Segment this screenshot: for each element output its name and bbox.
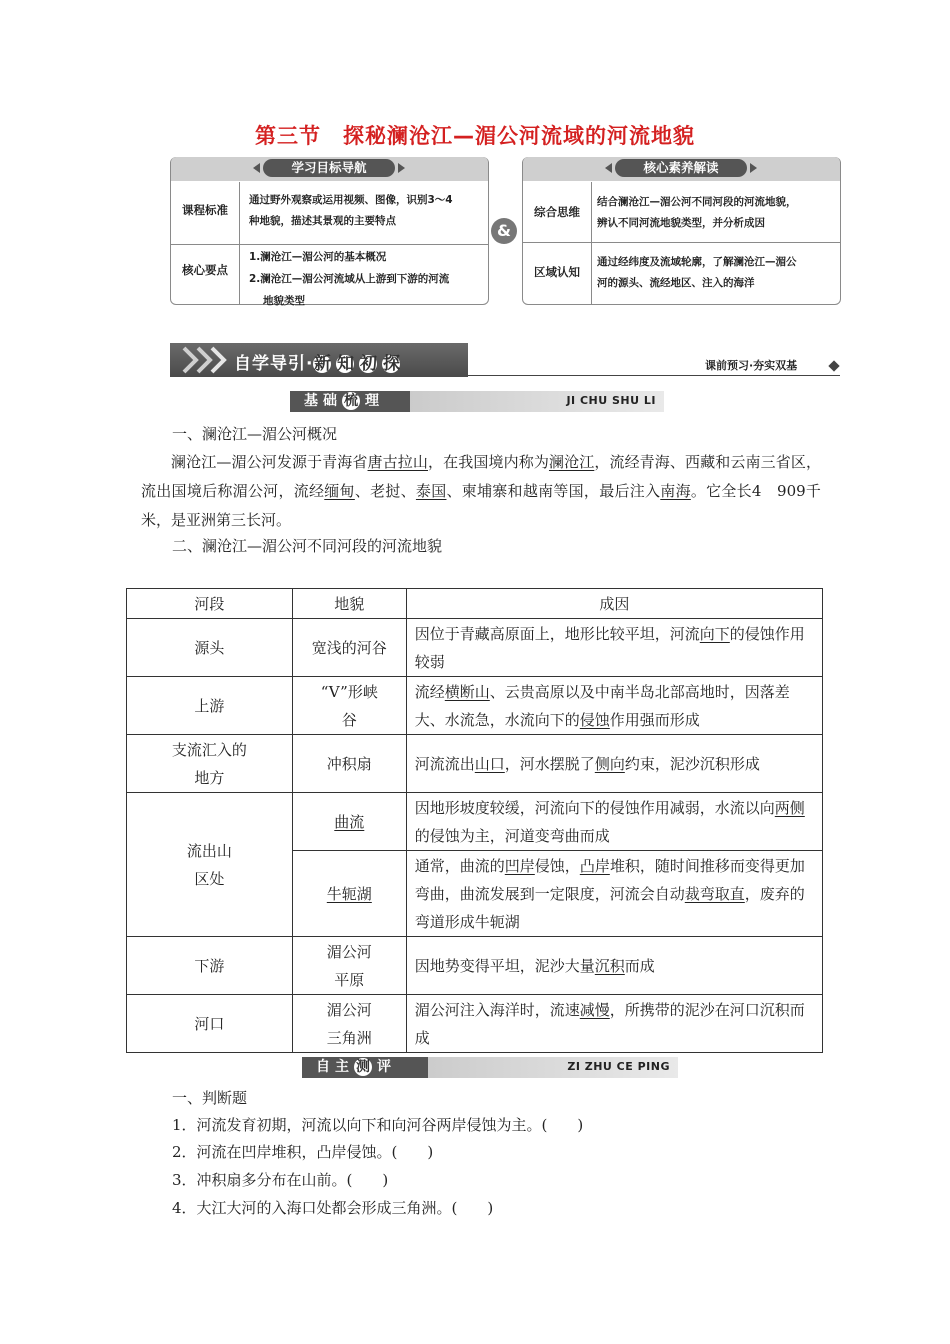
table-cell (292, 995, 406, 1053)
text-run: 湄公河注入海洋时，流速 (414, 1000, 580, 1019)
overview-paragraph (141, 448, 821, 535)
table-cell (406, 937, 822, 995)
circled-char: 初 (359, 354, 377, 374)
assessment-char: 自主 (316, 1059, 354, 1075)
learning-goals-pill (263, 159, 395, 177)
diamond-icon (828, 360, 839, 371)
left-arrow-icon (253, 163, 260, 173)
basics-char: 基 (304, 393, 323, 409)
row-label-core-points: 核心要点 (182, 263, 228, 277)
text-run: 的侵蚀为主，河道变弯曲而成 (414, 826, 610, 845)
answer-blank: 两侧 (774, 798, 805, 817)
circled-char: 探 (382, 354, 400, 374)
chevron-right-icon (180, 346, 228, 374)
text-run: 支流汇入的地方 (171, 740, 247, 787)
row-text-thinking (597, 192, 797, 234)
table-cell (406, 995, 822, 1053)
answer-blank: 沉积 (594, 956, 625, 975)
table-cell (292, 793, 406, 851)
answer-blank: 凹岸 (504, 856, 535, 875)
text-run: ，流经青海、西藏和云南三省区，流出国境后称湄公河，流经 (141, 453, 821, 500)
answer-blank: 向下 (699, 624, 730, 643)
divider (591, 182, 592, 304)
table-header: 地貌 (292, 589, 406, 619)
circled-char: 知 (336, 354, 354, 374)
heading-overview: 一、澜沧江—湄公河概况 (172, 425, 338, 443)
question-item: 2．河流在凹岸堆积，凸岸侵蚀。( ) (172, 1143, 434, 1161)
text-run: ，河水摆脱了 (504, 754, 595, 773)
text-run: ，在我国境内称为 (428, 453, 549, 471)
row-line: 1.澜沧江—湄公河的基本概况 (249, 251, 387, 263)
basics-review-title (290, 391, 410, 412)
banner-title (234, 349, 405, 374)
table-header: 河段 (127, 589, 293, 619)
text-run: 澜沧江—湄公河发源于青海省 (171, 453, 368, 471)
core-literacy-title: 核心素养解读 (643, 160, 719, 175)
answer-blank: 曲流 (334, 812, 365, 831)
core-literacy-box (522, 157, 841, 305)
table-cell: 上游 (127, 677, 293, 735)
right-arrow-icon (750, 163, 757, 173)
table-cell (406, 793, 822, 851)
self-assessment-title (302, 1057, 428, 1078)
table-cell (292, 677, 406, 735)
banner-right-label: 课前预习·夯实双基 (705, 359, 798, 372)
answer-blank: 泰国 (415, 482, 447, 500)
question-item: 1．河流发育初期，河流以向下和向河谷两岸侵蚀为主。( ) (172, 1116, 584, 1134)
self-assessment-banner (302, 1057, 678, 1078)
answer-blank: 山口 (474, 754, 505, 773)
table-cell (292, 851, 406, 937)
row-line: 种地貌，描述其景观的主要特点 (249, 215, 396, 227)
table-row (127, 677, 823, 735)
answer-blank: 凸岸 (579, 856, 610, 875)
basics-char: 础 (323, 393, 342, 409)
learning-goals-box (170, 157, 489, 305)
text-run: 约束，泥沙沉积形成 (624, 754, 760, 773)
text-run: 、柬埔寨和越南等国，最后注入 (446, 482, 661, 500)
question-item: 4．大江大河的入海口处都会形成三角洲。( ) (172, 1199, 494, 1217)
self-assessment-pinyin: ZI ZHU CE PING (567, 1060, 670, 1073)
circled-char: 新 (313, 354, 331, 374)
table-cell: 冲积扇 (292, 735, 406, 793)
row-label-thinking: 综合思维 (534, 205, 580, 219)
text-run: 堆积，随时间推移而变得更加弯曲，曲流发展到一定限度，河流会自动 (414, 856, 805, 903)
text-run: “V”形峡谷 (320, 682, 378, 729)
section-banner (170, 343, 468, 377)
row-text-regional (597, 252, 797, 294)
row-text-curriculum (249, 190, 453, 232)
text-run: 侵蚀， (534, 856, 580, 875)
assessment-char: 评 (377, 1059, 396, 1075)
text-run: 通常，曲流的 (414, 856, 505, 875)
text-run: 因地势变得平坦，泥沙大量 (414, 956, 595, 975)
left-arrow-icon (605, 163, 612, 173)
text-run: ，废弃的弯道形成牛轭湖 (414, 884, 805, 931)
ampersand-icon: & (491, 218, 517, 244)
table-cell: 源头 (127, 619, 293, 677)
heading-true-false: 一、判断题 (172, 1089, 248, 1107)
row-label-regional: 区域认知 (534, 265, 580, 279)
answer-blank: 横断山 (444, 682, 490, 701)
answer-blank: 南海 (660, 482, 691, 500)
row-line: 结合澜沧江—湄公河不同河段的河流地貌， (597, 196, 797, 208)
text-run: ，所携带的泥沙在河口沉积而成 (414, 1000, 805, 1047)
table-cell: 宽浅的河谷 (292, 619, 406, 677)
text-run: 湄公河三角洲 (326, 1000, 372, 1047)
table-cell (127, 735, 293, 793)
table-header-row (127, 589, 823, 619)
row-line: 通过野外观察或运用视频、图像，识别3～4 (249, 194, 453, 206)
circled-char: 测 (356, 1059, 370, 1075)
table-cell (406, 851, 822, 937)
heading-landforms: 二、澜沧江—湄公河不同河段的河流地貌 (172, 537, 443, 555)
answer-blank: 牛轭湖 (326, 884, 372, 903)
table-row (127, 995, 823, 1053)
row-line: 通过经纬度及流域轮廓，了解澜沧江—湄公 (597, 256, 797, 268)
row-line: 辨认不同河流地貌类型，并分析成因 (597, 217, 765, 229)
table-row (127, 735, 823, 793)
table-row (127, 793, 823, 851)
banner-title-prefix: 自学导引· (234, 354, 314, 374)
table-header: 成因 (406, 589, 822, 619)
answer-blank: 减慢 (579, 1000, 610, 1019)
right-arrow-icon (398, 163, 405, 173)
core-literacy-pill (615, 159, 747, 177)
text-run: 流经 (414, 682, 445, 701)
text-run: 、云贵高原以及中南半岛北部高地时，因落差大、水流急，水流向下的 (414, 682, 790, 729)
divider (523, 242, 840, 243)
row-line: 2.澜沧江—湄公河流域从上游到下游的河流 (249, 273, 450, 285)
table-cell (292, 937, 406, 995)
text-run: 河流流出 (414, 754, 475, 773)
banner-rule (468, 375, 840, 376)
learning-goals-header (171, 157, 488, 181)
table-row (127, 937, 823, 995)
table-cell: 下游 (127, 937, 293, 995)
text-run: 流出山区处 (186, 841, 232, 888)
answer-blank: 裁弯取直 (684, 884, 745, 903)
text-run: 。它全长4 909千米，是亚洲第三长河。 (141, 482, 821, 529)
text-run: 因地形坡度较缓，河流向下的侵蚀作用减弱，水流以向 (414, 798, 775, 817)
landform-table (126, 588, 823, 1053)
text-run: 、老挝、 (354, 482, 416, 500)
text-run: 而成 (624, 956, 655, 975)
circled-char: 梳 (344, 393, 358, 409)
row-text-core-points (249, 236, 449, 312)
answer-blank: 侵蚀 (579, 710, 610, 729)
table-row (127, 619, 823, 677)
learning-goals-title: 学习目标导航 (291, 160, 367, 175)
divider (239, 182, 240, 304)
text-run: 因位于青藏高原面上，地形比较平坦，河流 (414, 624, 700, 643)
table-cell (127, 793, 293, 937)
table-cell (406, 735, 822, 793)
basics-char: 理 (365, 393, 384, 409)
basics-review-pinyin: JI CHU SHU LI (566, 394, 656, 407)
answer-blank: 缅甸 (324, 482, 355, 500)
row-line: 地貌类型 (263, 295, 305, 307)
text-run: 湄公河平原 (326, 942, 372, 989)
row-line: 河的源头、流经地区、注入的海洋 (597, 277, 755, 289)
answer-blank: 唐古拉山 (367, 453, 429, 471)
table-cell (406, 619, 822, 677)
question-item: 3．冲积扇多分布在山前。( ) (172, 1171, 389, 1189)
text-run: 的侵蚀作用较弱 (414, 624, 805, 671)
answer-blank: 侧向 (594, 754, 625, 773)
text-run: 作用强而形成 (609, 710, 700, 729)
core-literacy-header (523, 157, 840, 181)
basics-review-banner (290, 391, 664, 412)
answer-blank: 澜沧江 (548, 453, 595, 471)
table-cell: 河口 (127, 995, 293, 1053)
table-cell (406, 677, 822, 735)
row-label-curriculum: 课程标准 (182, 203, 228, 217)
page-title: 第三节 探秘澜沧江—湄公河流域的河流地貌 (255, 124, 695, 148)
